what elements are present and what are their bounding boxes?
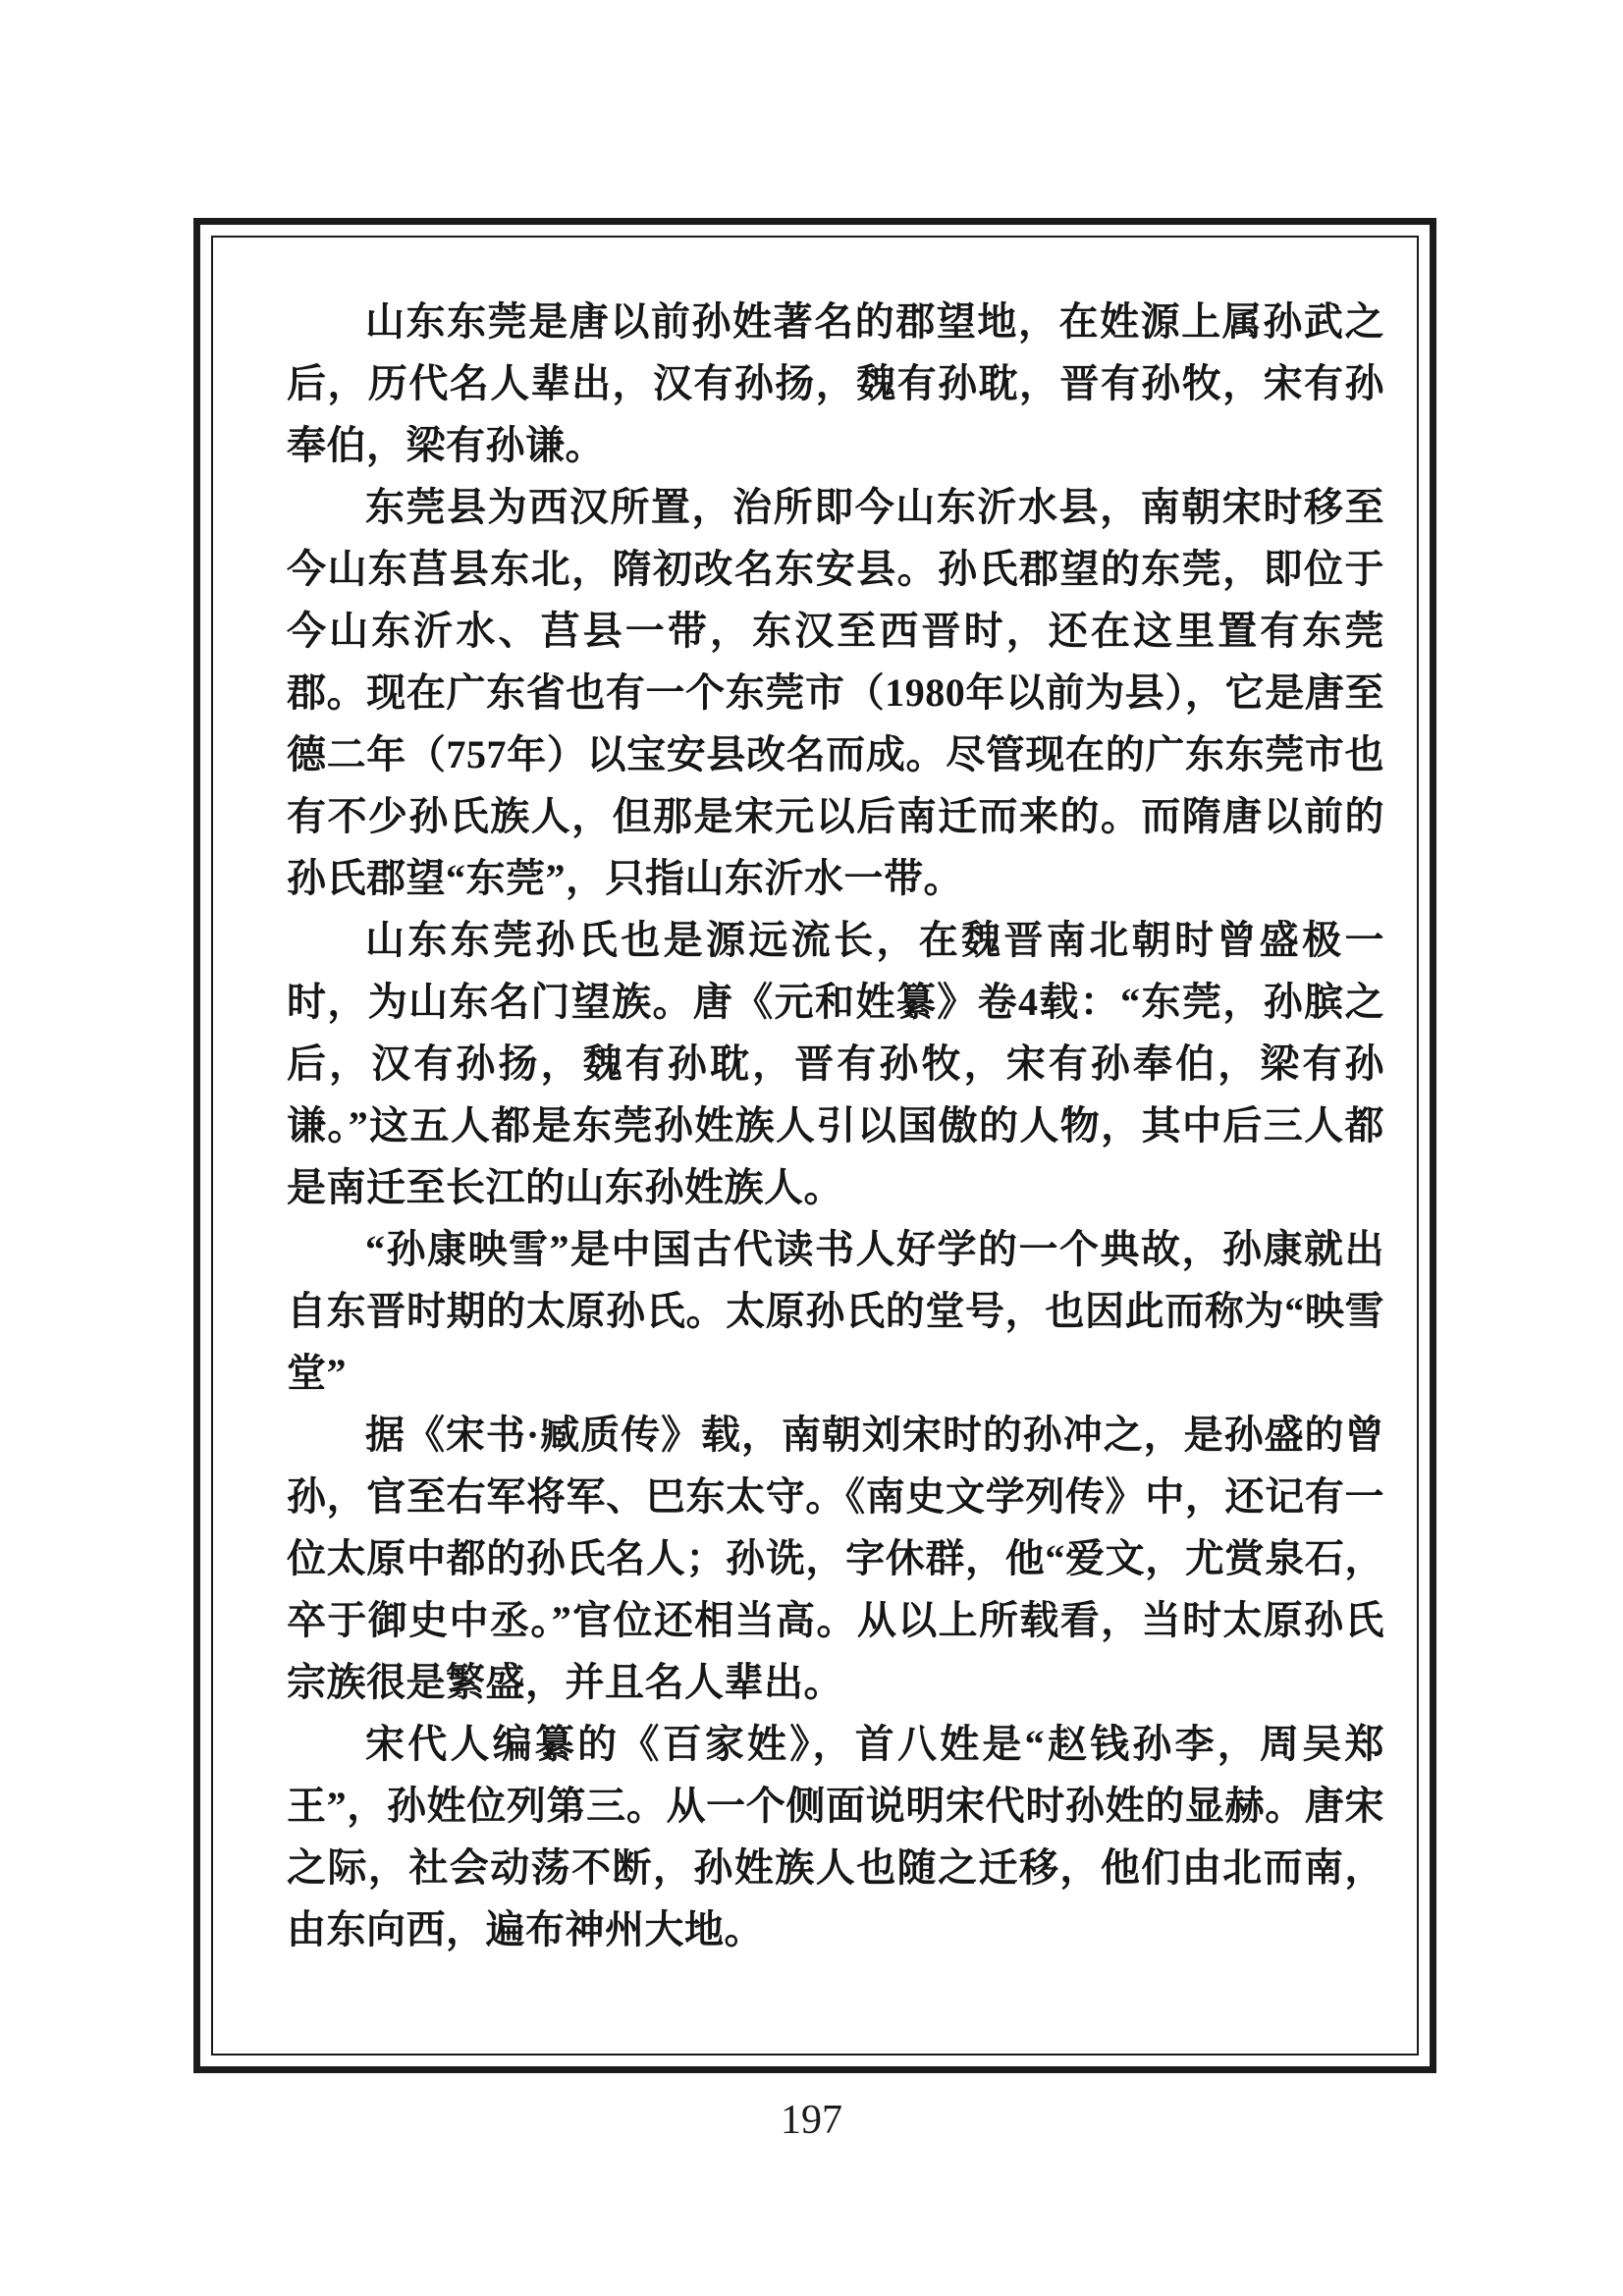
paragraph: 宋代人编纂的《百家姓》，首八姓是“赵钱孙李，周吴郑王”，孙姓位列第三。从一个侧面说明宋代时孙姓的显赫。唐宋之际，社会动荡不断，孙姓族人也随之迁移，他们由北而南，由东向西，遍布神州大地。: [287, 1722, 1384, 1951]
paragraph: 东莞县为西汉所置，治所即今山东沂水县，南朝宋时移至今山东莒县东北，隋初改名东安县。孙氏郡望的东莞，即位于今山东沂水、莒县一带，东汉至西晋时，还在这里置有东莞郡。现在广东省也有一个东莞市（1980年以前为县），它是唐至德二年（757年）以宝安县改名而成。尽管现在的广东东莞市也有不少孙氏族人，但那是宋元以后南迁而来的。而隋唐以前的孙氏郡望“东莞”，只指山东沂水一带。: [287, 485, 1384, 900]
paragraph: “孙康映雪”是中国古代读书人好学的一个典故，孙康就出自东晋时期的太原孙氏。太原孙氏的堂号，也因此而称为“映雪堂”: [287, 1227, 1384, 1395]
paragraph: 据《宋书·臧质传》载，南朝刘宋时的孙冲之，是孙盛的曾孙，官至右军将军、巴东太守。《南史文学列传》中，还记有一位太原中都的孙氏名人；孙诜，字休群，他“爱文，尤赏泉石，卒于御史中丞。”官位还相当高。从以上所载看，当时太原孙氏宗族很是繁盛，并且名人辈出。: [287, 1413, 1384, 1704]
page-number: 197: [781, 2098, 842, 2143]
paragraph: 山东东莞孙氏也是源远流长，在魏晋南北朝时曾盛极一时，为山东名门望族。唐《元和姓纂》卷4载：“东莞，孙膑之后，汉有孙扬，魏有孙耽，晋有孙牧，宋有孙奉伯，梁有孙谦。”这五人都是东莞孙姓族人引以国傲的人物，其中后三人都是南迁至长江的山东孙姓族人。: [287, 918, 1384, 1209]
body-text: [287, 291, 1384, 1960]
paragraph: 山东东莞是唐以前孙姓著名的郡望地，在姓源上属孙武之后，历代名人辈出，汉有孙扬，魏有孙耽，晋有孙牧，宋有孙奉伯，梁有孙谦。: [287, 299, 1384, 467]
